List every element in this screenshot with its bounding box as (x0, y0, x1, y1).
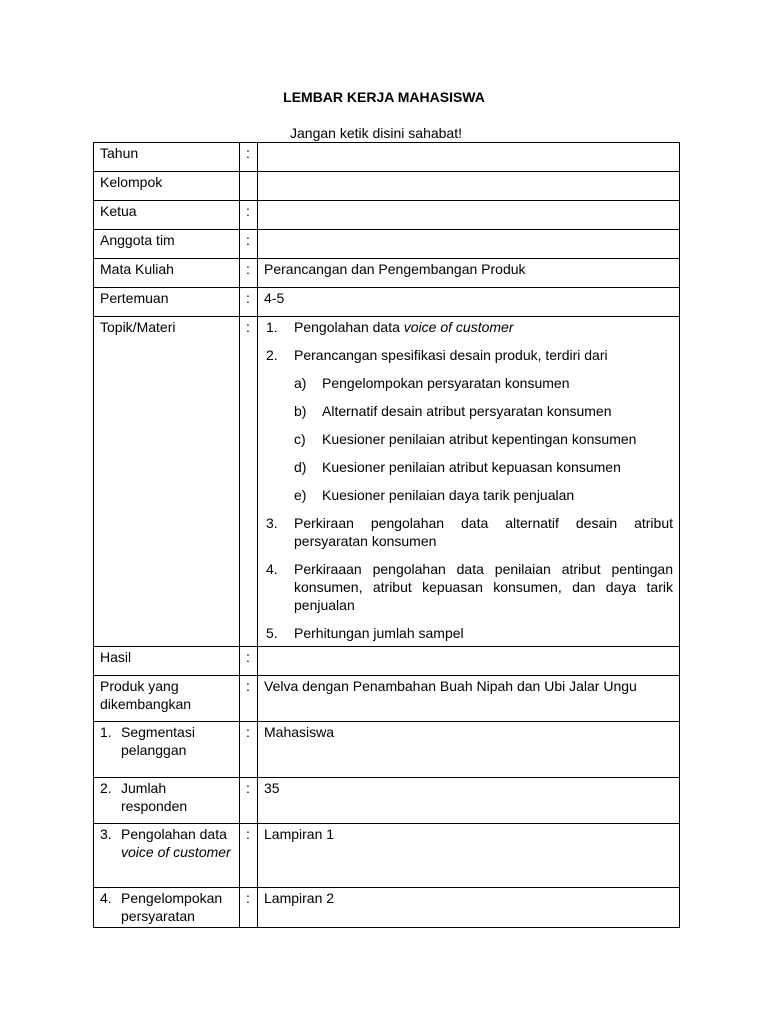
value-anggota[interactable] (258, 230, 680, 259)
row-produk (94, 676, 680, 722)
topic-item (264, 624, 673, 642)
label-produk: Produk yang dikembangkan (94, 676, 240, 722)
row-ketua (94, 201, 680, 230)
topic-text: Perkiraaan pengolahan data penilaian atribut pentingan konsumen, atribut kepuasan konsumen, dan daya tarik penjualan (294, 561, 673, 613)
item-label: Pengolahan data (121, 826, 227, 842)
value-tahun[interactable] (258, 143, 680, 172)
subtopic-letter: d) (294, 459, 307, 475)
topic-item (264, 560, 673, 614)
subtopic-letter: c) (294, 431, 306, 447)
topic-text: Perhitungan jumlah sampel (294, 625, 464, 641)
row-jumlah (94, 778, 680, 824)
colon: : (240, 288, 258, 317)
topic-item (264, 318, 673, 336)
row-topik (94, 317, 680, 647)
subtopic-item (294, 430, 673, 448)
value-pengelompokan[interactable]: Lampiran 2 (258, 888, 680, 928)
row-kelompok (94, 172, 680, 201)
colon: : (240, 722, 258, 778)
item-number: 4. (100, 890, 112, 906)
subtopic-item (294, 486, 673, 504)
label-ketua: Ketua (94, 201, 240, 230)
row-pengolahan (94, 824, 680, 888)
item-number: 2. (100, 780, 112, 796)
subtopic-text: Kuesioner penilaian atribut kepuasan konsumen (322, 459, 621, 475)
label-tahun: Tahun (94, 143, 240, 172)
label-mata-kuliah: Mata Kuliah (94, 259, 240, 288)
item-label-italic: voice of customer (121, 844, 231, 860)
colon: : (240, 259, 258, 288)
page-title: LEMBAR KERJA MAHASISWA (283, 89, 485, 105)
value-pengolahan[interactable]: Lampiran 1 (258, 824, 680, 888)
colon: : (240, 888, 258, 928)
colon: : (240, 778, 258, 824)
colon: : (240, 676, 258, 722)
subtopic-text: Pengelompokan persyaratan konsumen (322, 375, 570, 391)
subtopic-text: Kuesioner penilaian daya tarik penjualan (322, 487, 575, 503)
label-pengolahan (94, 824, 240, 888)
value-jumlah[interactable]: 35 (258, 778, 680, 824)
topic-text: Perkiraan pengolahan data alternatif desain atribut persyaratan konsumen (294, 515, 673, 549)
row-tahun (94, 143, 680, 172)
placeholder-note: Jangan ketik disini sahabat! (290, 125, 462, 141)
item-number: 1. (100, 724, 112, 740)
value-segmentasi[interactable]: Mahasiswa (258, 722, 680, 778)
row-segmentasi (94, 722, 680, 778)
value-topik (258, 317, 680, 647)
row-hasil (94, 647, 680, 676)
label-pengelompokan (94, 888, 240, 928)
topic-list (264, 318, 673, 642)
worksheet-table (93, 142, 680, 928)
item-number: 3. (100, 826, 112, 842)
item-label: Pengelompokan persyaratan (121, 890, 223, 924)
topic-text: Perancangan spesifikasi desain produk, terdiri dari (294, 347, 608, 363)
topic-item (264, 514, 673, 550)
value-hasil[interactable] (258, 647, 680, 676)
topic-number: 5. (266, 625, 278, 641)
row-pertemuan (94, 288, 680, 317)
subtopic-item (294, 458, 673, 476)
subtopic-letter: a) (294, 375, 307, 391)
subtopic-item (294, 402, 673, 420)
subtopic-text: Kuesioner penilaian atribut kepentingan konsumen (322, 431, 637, 447)
label-topik: Topik/Materi (94, 317, 240, 647)
value-kelompok[interactable] (258, 172, 680, 201)
label-hasil: Hasil (94, 647, 240, 676)
subtopic-item (294, 374, 673, 392)
label-segmentasi (94, 722, 240, 778)
label-kelompok: Kelompok (94, 172, 240, 201)
row-mata-kuliah (94, 259, 680, 288)
value-produk[interactable]: Velva dengan Penambahan Buah Nipah dan Ubi Jalar Ungu (258, 676, 680, 722)
subtopic-letter: b) (294, 403, 307, 419)
topic-text-italic: voice of customer (403, 319, 514, 335)
colon: : (240, 143, 258, 172)
value-pertemuan[interactable]: 4-5 (258, 288, 680, 317)
value-mata-kuliah[interactable]: Perancangan dan Pengembangan Produk (258, 259, 680, 288)
topic-number: 1. (266, 319, 278, 335)
topic-number: 4. (266, 561, 278, 577)
item-label: Segmentasi pelanggan (121, 724, 195, 758)
label-pertemuan: Pertemuan (94, 288, 240, 317)
label-jumlah (94, 778, 240, 824)
subtopic-list (294, 374, 673, 504)
subtopic-letter: e) (294, 487, 307, 503)
topic-text: Pengolahan data (294, 319, 404, 335)
colon: : (240, 201, 258, 230)
colon: : (240, 824, 258, 888)
row-pengelompokan (94, 888, 680, 928)
item-label: Jumlah responden (121, 780, 188, 814)
colon: : (240, 230, 258, 259)
topic-item (264, 346, 673, 504)
row-anggota (94, 230, 680, 259)
colon: : (240, 317, 258, 647)
topic-number: 3. (266, 515, 278, 531)
topic-number: 2. (266, 347, 278, 363)
colon-empty (240, 172, 258, 201)
subtopic-text: Alternatif desain atribut persyaratan konsumen (322, 403, 612, 419)
colon: : (240, 647, 258, 676)
label-anggota: Anggota tim (94, 230, 240, 259)
value-ketua[interactable] (258, 201, 680, 230)
